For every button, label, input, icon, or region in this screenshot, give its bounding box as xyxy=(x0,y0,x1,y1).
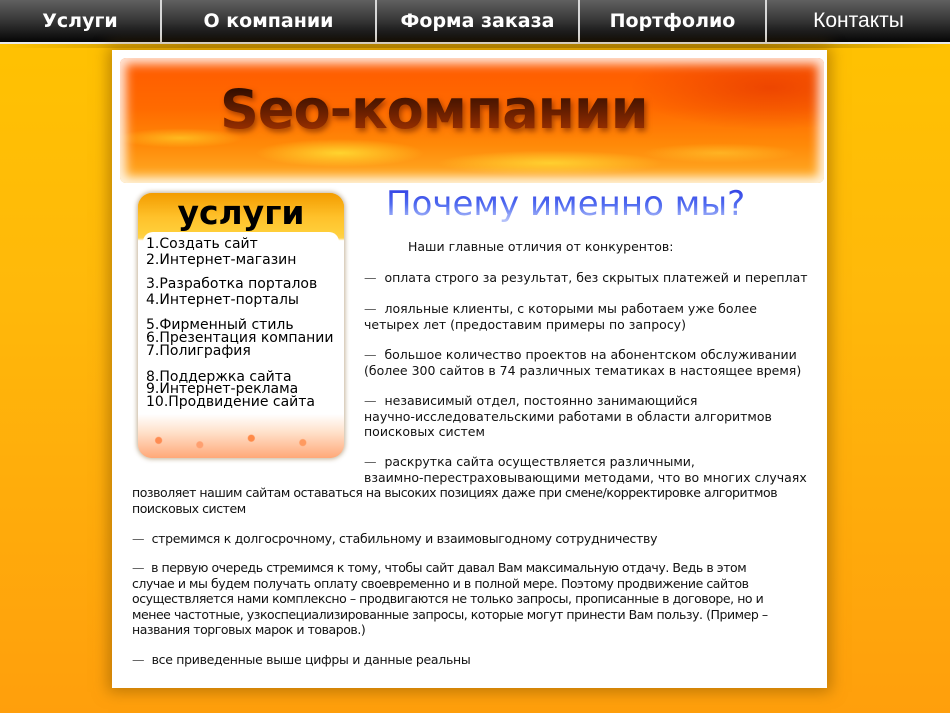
services-panel-footer-decoration xyxy=(138,414,344,458)
advantage-item: — в первую очередь стремимся к тому, чтобы сайт давал Вам максимальную отдачу. Ведь в этом случае и мы будем получать оплату своевременно и в полной мере. Поэтому продвижение сайтов осуществляется нами комплексно – продвигаются не только запросы, прописанные в договоре, но и менее частотные, узкоспециализированные запросы, которые могут принести Вам пользу. (Пример – названия торговых марок и товаров.) xyxy=(132,560,768,637)
service-link-site-support[interactable]: 8.Поддержка сайта xyxy=(146,368,292,385)
service-link-printing[interactable]: 7.Полиграфия xyxy=(146,343,251,359)
advantage-item: — все приведенные выше цифры и данные реальны xyxy=(132,652,471,667)
nav-item-order-form[interactable]: Форма заказа xyxy=(377,0,580,42)
dash-bullet: — xyxy=(132,652,145,667)
dash-bullet: — xyxy=(364,270,377,285)
nav-underline-strip xyxy=(0,44,950,48)
top-navigation xyxy=(0,0,950,44)
advantage-item-continuation: позволяет нашим сайтам оставаться на высоких позициях даже при смене/корректировке алгоритмов поисковых систем xyxy=(132,485,778,516)
service-link-internet-portals[interactable]: 4.Интернет-порталы xyxy=(146,291,299,308)
advantage-item: — большое количество проектов на абонентском обслуживании (более 300 сайтов в 74 различных тематиках в настоящее время) xyxy=(364,347,802,378)
nav-item-portfolio[interactable]: Портфолио xyxy=(580,0,767,42)
nav-item-contacts[interactable]: Контакты xyxy=(767,0,950,42)
services-panel xyxy=(138,193,344,458)
dash-bullet: — xyxy=(364,393,377,408)
services-list xyxy=(143,232,339,415)
service-link-create-site[interactable]: 1.Создать сайт xyxy=(146,236,258,252)
lead-text: Наши главные отличия от конкурентов: xyxy=(408,239,674,254)
service-link-corporate-style[interactable]: 5.Фирменный стиль xyxy=(146,317,294,333)
service-link-internet-advertising[interactable]: 9.Интернет-реклама xyxy=(146,381,299,397)
advantage-item: — раскрутка сайта осуществляется различными, взаимно-перестраховывающими методами, что во многих случаях xyxy=(364,454,807,485)
advantage-item: — стремимся к долгосрочному, стабильному и взаимовыгодному сотрудничеству xyxy=(132,531,658,546)
advantage-item: — независимый отдел, постоянно занимающийся научно-исследовательскими работами в области алгоритмов поисковых систем xyxy=(364,393,772,439)
nav-item-about[interactable]: О компании xyxy=(162,0,377,42)
services-heading: услуги xyxy=(138,193,344,233)
banner-title: Seo-компании xyxy=(220,78,648,141)
nav-item-services[interactable]: Услуги xyxy=(0,0,162,42)
dash-bullet: — xyxy=(364,301,377,316)
dash-bullet: — xyxy=(132,560,145,575)
content-page xyxy=(112,50,827,688)
service-link-online-store[interactable]: 2.Интернет-магазин xyxy=(146,251,297,268)
advantage-item: — оплата строго за результат, без скрытых платежей и переплат xyxy=(364,270,808,285)
advantage-item: — лояльные клиенты, с которыми мы работаем уже более четырех лет (предоставим примеры по запросу) xyxy=(364,301,757,332)
section-title: Почему именно мы? xyxy=(386,184,746,224)
header-banner xyxy=(120,58,824,183)
dash-bullet: — xyxy=(364,347,377,362)
service-link-portal-development[interactable]: 3.Разработка порталов xyxy=(146,276,318,292)
dash-bullet: — xyxy=(364,454,377,469)
service-link-site-promotion[interactable]: 10.Продвидение сайта xyxy=(146,394,315,410)
dash-bullet: — xyxy=(132,531,145,546)
service-link-company-presentation[interactable]: 6.Презентация компании xyxy=(146,329,334,346)
